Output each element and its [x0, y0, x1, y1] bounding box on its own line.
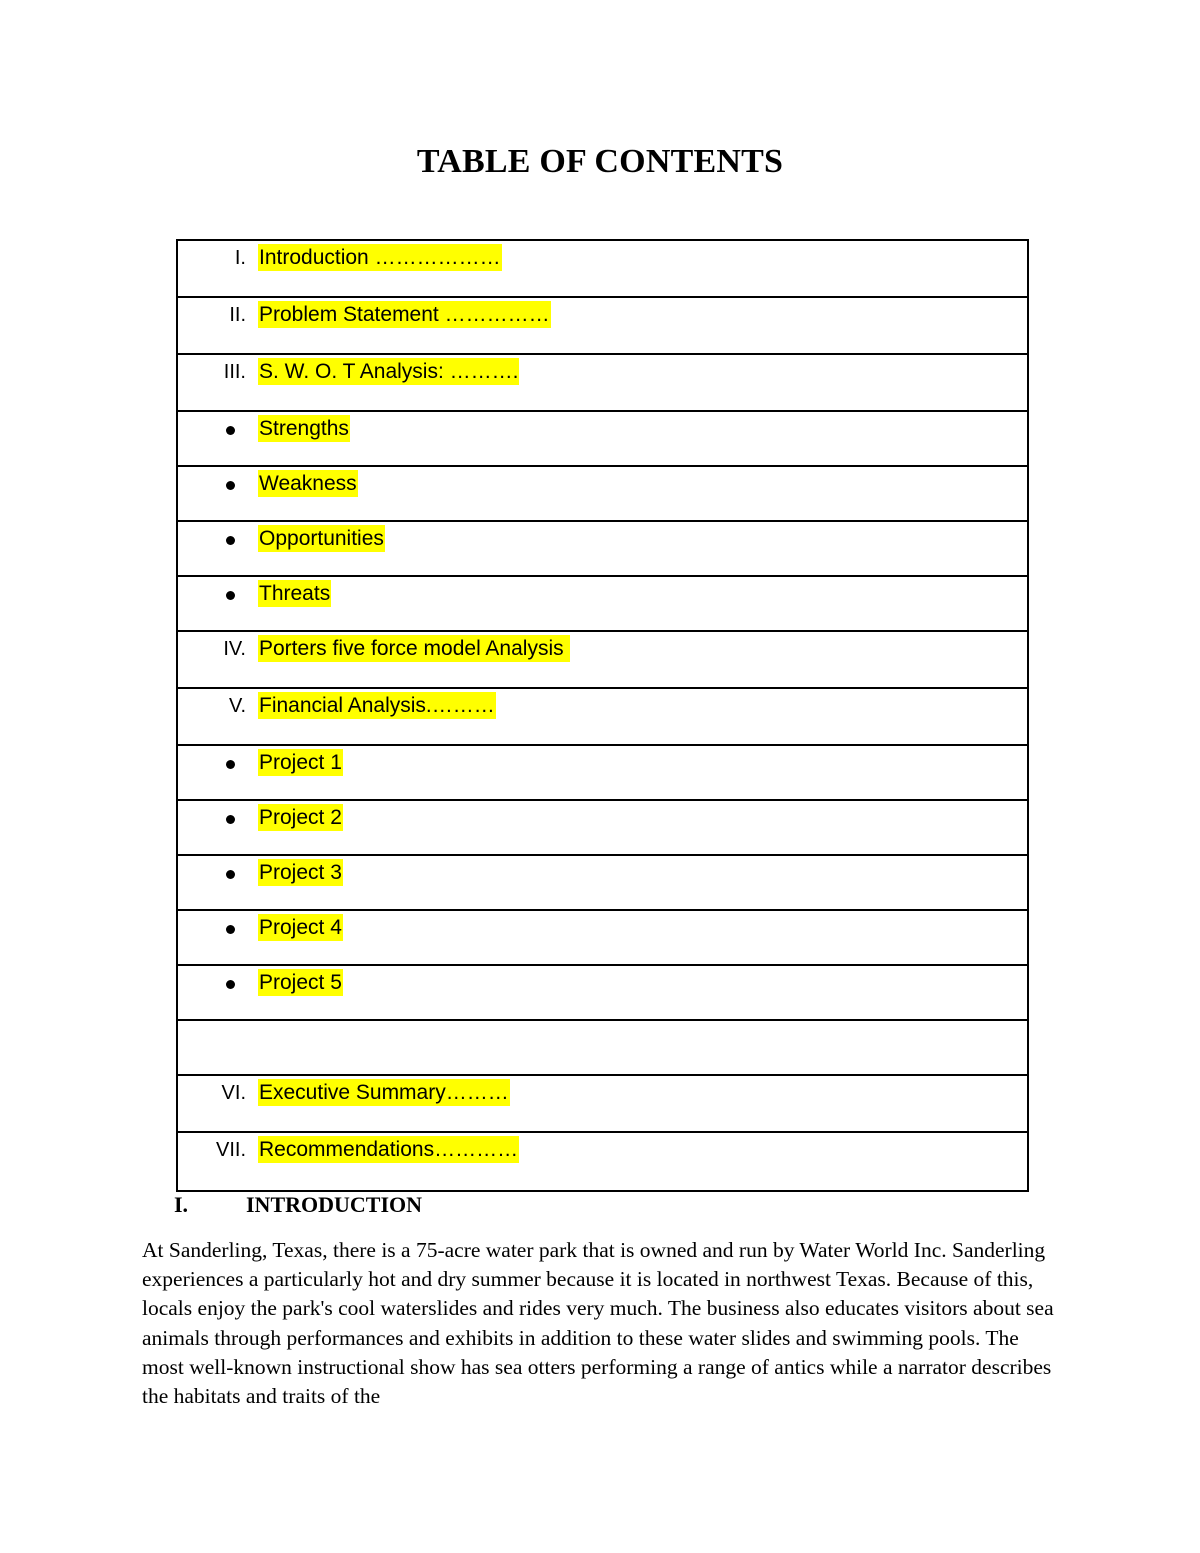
toc-entry-project-4[interactable]: Project 4	[259, 916, 342, 939]
toc-entry-financial-analysis[interactable]: Financial Analysis.………	[259, 694, 495, 717]
bullet-icon	[226, 925, 235, 934]
toc-marker: I.	[234, 247, 246, 269]
toc-entry-project-3[interactable]: Project 3	[259, 861, 342, 884]
toc-entry-executive-summary[interactable]: Executive Summary………	[259, 1081, 509, 1104]
toc-entry-opportunities[interactable]: Opportunities	[259, 527, 384, 550]
toc-row	[178, 241, 1027, 298]
toc-row	[178, 467, 1027, 522]
page-title: TABLE OF CONTENTS	[416, 143, 784, 180]
toc-row	[178, 689, 1027, 746]
bullet-icon	[226, 760, 235, 769]
section-heading	[174, 1190, 422, 1220]
toc-entry-threats[interactable]: Threats	[259, 582, 331, 605]
toc-entry-strengths[interactable]: Strengths	[259, 417, 349, 440]
section-number: I.	[174, 1192, 189, 1217]
toc-entry-project-5[interactable]: Project 5	[259, 971, 342, 994]
toc-entry-swot-analysis[interactable]: S. W. O. T Analysis: ……….	[259, 360, 519, 383]
toc-marker: V.	[228, 695, 246, 717]
toc-row	[178, 1076, 1027, 1133]
bullet-icon	[226, 426, 235, 435]
toc-row	[178, 1133, 1027, 1190]
toc-row	[178, 911, 1027, 966]
toc-entry-problem-statement[interactable]: Problem Statement ……………	[259, 303, 550, 326]
toc-row	[178, 746, 1027, 801]
toc-row	[178, 632, 1027, 689]
toc-entry-project-1[interactable]: Project 1	[259, 751, 342, 774]
toc-entry-introduction[interactable]: Introduction ………………	[259, 246, 501, 269]
toc-row	[178, 355, 1027, 412]
toc-row	[178, 577, 1027, 632]
toc-entry-project-2[interactable]: Project 2	[259, 806, 342, 829]
toc-entry-weakness[interactable]: Weakness	[259, 472, 357, 495]
toc-marker: IV.	[223, 638, 246, 660]
bullet-icon	[226, 481, 235, 490]
bullet-icon	[226, 980, 235, 989]
toc-marker: VI.	[221, 1082, 246, 1104]
toc-marker: VII.	[215, 1139, 246, 1161]
toc-row-empty	[178, 1021, 1027, 1076]
toc-row	[178, 298, 1027, 355]
toc-marker: II.	[229, 304, 246, 326]
bullet-icon	[226, 815, 235, 824]
section-title: INTRODUCTION	[246, 1192, 423, 1217]
toc-row	[178, 856, 1027, 911]
toc-marker: III.	[223, 361, 246, 383]
bullet-icon	[226, 536, 235, 545]
table-of-contents	[176, 239, 1029, 1192]
toc-row	[178, 966, 1027, 1021]
toc-row	[178, 801, 1027, 856]
body-paragraph	[142, 1236, 1062, 1411]
toc-entry-recommendations[interactable]: Recommendations…………	[259, 1138, 519, 1161]
toc-row	[178, 412, 1027, 467]
bullet-icon	[226, 591, 235, 600]
paragraph-text: At Sanderling, Texas, there is a 75-acre water park that is owned and run by Water World Inc. Sanderling experiences a particularly hot and dry summer because it is located in northwest Texas. Because of this, locals enjoy the park's cool waterslides and rides very much. The business also educates visitors about sea animals through performances and exhibits in addition to these water slides and swimming pools. The most well-known instructional show has sea otters performing a range of antics while a narrator describes the habitats and traits of the	[142, 1238, 1054, 1409]
toc-row	[178, 522, 1027, 577]
bullet-icon	[226, 870, 235, 879]
toc-entry-porters-five-force[interactable]: Porters five force model Analysis	[259, 637, 570, 660]
